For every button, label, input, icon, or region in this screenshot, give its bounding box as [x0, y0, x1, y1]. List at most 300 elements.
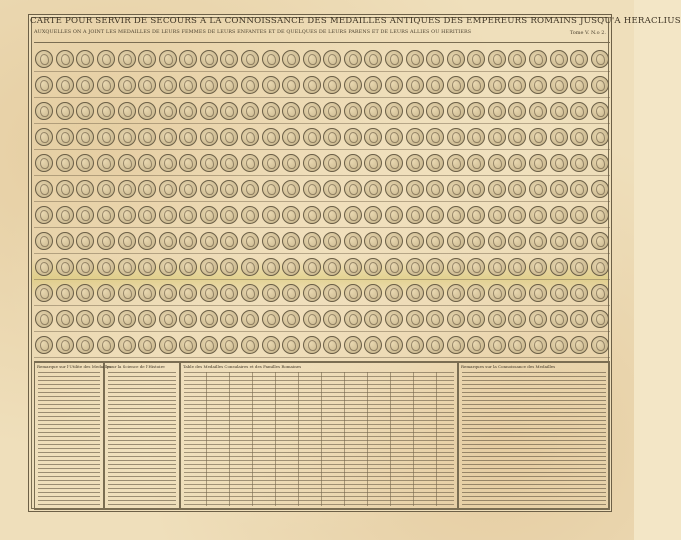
- medallion: [138, 284, 156, 302]
- medallion: [385, 50, 403, 68]
- medallion-row: [34, 253, 610, 280]
- medallion: [467, 206, 485, 224]
- medallion-row: [34, 227, 610, 254]
- medallion: [138, 50, 156, 68]
- panel-heading: pour la Science de l'Histoire: [107, 364, 165, 369]
- medallion: [303, 336, 321, 354]
- medallion: [323, 258, 341, 276]
- medallion: [447, 180, 465, 198]
- medallion: [323, 232, 341, 250]
- medallion: [570, 128, 588, 146]
- medallion: [76, 258, 94, 276]
- medallion: [118, 76, 136, 94]
- medallion: [118, 232, 136, 250]
- medallion: [76, 50, 94, 68]
- medallion: [426, 50, 444, 68]
- medallion: [591, 50, 609, 68]
- medallion: [467, 258, 485, 276]
- medallion: [385, 154, 403, 172]
- medallion: [591, 154, 609, 172]
- medallion: [488, 258, 506, 276]
- medallion: [529, 50, 547, 68]
- medallion: [550, 336, 568, 354]
- medallion: [200, 258, 218, 276]
- medallion: [344, 232, 362, 250]
- medallion: [76, 180, 94, 198]
- medallion: [447, 50, 465, 68]
- medallion-row: [34, 71, 610, 98]
- medallion: [591, 258, 609, 276]
- medallion: [76, 310, 94, 328]
- medallion: [406, 206, 424, 224]
- medallion: [159, 50, 177, 68]
- medallion: [467, 102, 485, 120]
- medallion: [303, 154, 321, 172]
- medallion-row: [34, 123, 610, 150]
- medallion: [406, 284, 424, 302]
- medallion: [220, 102, 238, 120]
- medallion: [467, 284, 485, 302]
- medallion: [364, 232, 382, 250]
- medallion: [303, 76, 321, 94]
- medallion: [200, 284, 218, 302]
- medallion: [118, 206, 136, 224]
- medallion: [385, 258, 403, 276]
- medallion: [426, 258, 444, 276]
- medallion: [118, 284, 136, 302]
- medallion: [508, 102, 526, 120]
- medallion: [406, 50, 424, 68]
- medallion: [508, 76, 526, 94]
- medallion: [323, 310, 341, 328]
- medallion: [138, 102, 156, 120]
- medallion: [467, 50, 485, 68]
- map-title: CARTE POUR SERVIR DE SECOURS A LA CONNOISSANCE DES MEDAILLES ANTIQUES DES EMPEREURS ROMAINS JUSQU'A HERACLIUS: [30, 16, 681, 26]
- medallion-row: [34, 331, 610, 358]
- text-panel-1: [34, 362, 112, 510]
- medallion: [179, 102, 197, 120]
- medallion: [508, 336, 526, 354]
- medallion: [344, 76, 362, 94]
- medallion: [179, 154, 197, 172]
- medallion: [35, 102, 53, 120]
- medallion: [344, 336, 362, 354]
- medallion: [241, 336, 259, 354]
- medallion: [344, 128, 362, 146]
- medallion: [200, 180, 218, 198]
- medallion: [138, 154, 156, 172]
- medallion: [76, 232, 94, 250]
- medallion: [76, 154, 94, 172]
- medallion: [303, 258, 321, 276]
- medallion: [200, 336, 218, 354]
- medallion: [56, 258, 74, 276]
- medallion: [364, 258, 382, 276]
- medallion: [76, 336, 94, 354]
- medallion: [97, 206, 115, 224]
- medallion: [241, 284, 259, 302]
- medallion: [344, 284, 362, 302]
- medallion: [323, 102, 341, 120]
- medallion: [426, 180, 444, 198]
- medallion: [262, 258, 280, 276]
- medallion-row: [34, 149, 610, 176]
- medallion: [529, 232, 547, 250]
- medallion: [570, 154, 588, 172]
- medallion: [508, 50, 526, 68]
- medallion: [323, 336, 341, 354]
- medallion: [467, 232, 485, 250]
- medallion: [323, 50, 341, 68]
- medallion: [56, 310, 74, 328]
- medallion: [138, 206, 156, 224]
- medallion: [241, 258, 259, 276]
- medallion: [467, 154, 485, 172]
- medallion: [364, 310, 382, 328]
- medallion: [488, 180, 506, 198]
- medallion: [35, 232, 53, 250]
- medallion: [159, 76, 177, 94]
- medallion: [488, 50, 506, 68]
- medallion: [550, 284, 568, 302]
- medallion: [179, 284, 197, 302]
- medallion: [138, 310, 156, 328]
- medallion: [56, 180, 74, 198]
- medallion: [344, 102, 362, 120]
- medallion: [159, 128, 177, 146]
- medallion: [118, 258, 136, 276]
- medallion-row: [34, 175, 610, 202]
- medallion: [385, 284, 403, 302]
- medallion: [282, 76, 300, 94]
- medallion: [529, 128, 547, 146]
- medallion: [118, 154, 136, 172]
- medallion: [426, 284, 444, 302]
- medallion: [241, 102, 259, 120]
- medallion: [282, 128, 300, 146]
- medallion: [97, 102, 115, 120]
- medallion: [447, 206, 465, 224]
- medallion: [591, 76, 609, 94]
- medallion: [406, 232, 424, 250]
- panel-heading: Remarque sur l'Utilite des Medailles: [37, 364, 112, 369]
- medallion: [138, 232, 156, 250]
- medallion: [447, 154, 465, 172]
- medallion: [35, 180, 53, 198]
- medallion: [200, 102, 218, 120]
- medallion: [303, 50, 321, 68]
- medallion: [220, 180, 238, 198]
- text-panel-2: [104, 362, 180, 510]
- medallion: [570, 232, 588, 250]
- medallion: [282, 232, 300, 250]
- medallion: [364, 336, 382, 354]
- medallion: [529, 76, 547, 94]
- medallion: [591, 310, 609, 328]
- medallion: [262, 310, 280, 328]
- medallion: [56, 128, 74, 146]
- medallion: [200, 76, 218, 94]
- medallion: [262, 50, 280, 68]
- medallion: [35, 284, 53, 302]
- medallion: [220, 310, 238, 328]
- medallion: [241, 50, 259, 68]
- medallion: [467, 336, 485, 354]
- medallion-grid: [34, 42, 610, 362]
- medallion: [56, 284, 74, 302]
- medallion: [488, 310, 506, 328]
- medallion: [591, 102, 609, 120]
- medallion: [406, 102, 424, 120]
- medallion-row: [34, 45, 610, 72]
- medallion: [344, 50, 362, 68]
- medallion: [529, 258, 547, 276]
- medallion: [570, 284, 588, 302]
- medallion: [529, 206, 547, 224]
- medallion: [76, 76, 94, 94]
- medallion: [447, 310, 465, 328]
- medallion: [179, 50, 197, 68]
- medallion: [179, 310, 197, 328]
- medallion: [56, 102, 74, 120]
- medallion: [406, 128, 424, 146]
- medallion: [406, 76, 424, 94]
- medallion: [262, 206, 280, 224]
- medallion: [406, 310, 424, 328]
- medallion-row: [34, 201, 610, 228]
- medallion: [241, 232, 259, 250]
- medallion: [385, 336, 403, 354]
- medallion: [35, 128, 53, 146]
- medallion: [76, 206, 94, 224]
- medallion: [364, 284, 382, 302]
- medallion: [179, 258, 197, 276]
- medallion: [56, 76, 74, 94]
- medallion: [488, 128, 506, 146]
- medallion: [570, 336, 588, 354]
- medallion: [179, 76, 197, 94]
- medallion: [385, 180, 403, 198]
- medallion: [488, 232, 506, 250]
- medallion: [159, 336, 177, 354]
- medallion: [118, 310, 136, 328]
- medallion: [241, 128, 259, 146]
- medallion: [426, 336, 444, 354]
- medallion: [179, 336, 197, 354]
- medallion: [35, 258, 53, 276]
- medallion: [118, 180, 136, 198]
- medallion-row: [34, 97, 610, 124]
- medallion: [323, 76, 341, 94]
- medallion: [323, 128, 341, 146]
- medallion: [447, 102, 465, 120]
- medallion: [550, 50, 568, 68]
- medallion: [97, 128, 115, 146]
- medallion: [97, 232, 115, 250]
- medallion: [550, 76, 568, 94]
- medallion: [282, 284, 300, 302]
- medallion: [570, 102, 588, 120]
- medallion: [220, 154, 238, 172]
- medallion: [303, 284, 321, 302]
- medallion: [97, 310, 115, 328]
- medallion: [35, 310, 53, 328]
- medallion: [344, 310, 362, 328]
- medallion: [467, 76, 485, 94]
- medallion: [200, 310, 218, 328]
- medallion: [426, 76, 444, 94]
- medallion: [406, 180, 424, 198]
- medallion: [364, 154, 382, 172]
- medallion: [344, 206, 362, 224]
- medallion: [200, 50, 218, 68]
- medallion: [56, 336, 74, 354]
- medallion: [426, 232, 444, 250]
- medallion: [591, 336, 609, 354]
- medallion: [570, 76, 588, 94]
- medallion: [303, 206, 321, 224]
- medallion: [550, 154, 568, 172]
- medallion: [323, 154, 341, 172]
- medallion: [591, 284, 609, 302]
- text-panel-3: [458, 362, 610, 510]
- medallion: [303, 102, 321, 120]
- medallion: [550, 258, 568, 276]
- medallion: [570, 206, 588, 224]
- medallion: [118, 336, 136, 354]
- medallion: [282, 102, 300, 120]
- medallion: [282, 258, 300, 276]
- medallion: [179, 232, 197, 250]
- panel-text-lines: [462, 372, 606, 506]
- medallion: [159, 310, 177, 328]
- medallion: [241, 76, 259, 94]
- medallion: [282, 154, 300, 172]
- medallion: [200, 232, 218, 250]
- medallion: [76, 128, 94, 146]
- medallion: [159, 180, 177, 198]
- medallion: [344, 180, 362, 198]
- medallion: [200, 206, 218, 224]
- medallion: [262, 102, 280, 120]
- plate-number: Tome V. N.o 2.: [569, 30, 606, 36]
- medallion: [488, 102, 506, 120]
- medallion: [550, 128, 568, 146]
- medallion: [447, 232, 465, 250]
- medallion: [97, 336, 115, 354]
- medallion: [56, 154, 74, 172]
- medallion: [97, 284, 115, 302]
- medallion: [282, 180, 300, 198]
- medallion: [200, 128, 218, 146]
- medallion: [529, 180, 547, 198]
- medallion: [159, 232, 177, 250]
- medallion: [550, 206, 568, 224]
- medallion: [159, 102, 177, 120]
- medallion: [385, 102, 403, 120]
- medallion: [508, 258, 526, 276]
- medallion: [323, 180, 341, 198]
- panel-heading: Table des Medailles Consulaires et des Familles Romaines: [183, 364, 302, 369]
- table-text-lines: [184, 372, 454, 506]
- medallion: [35, 50, 53, 68]
- medallion: [508, 232, 526, 250]
- medallion: [241, 154, 259, 172]
- medallion: [447, 76, 465, 94]
- medallion: [488, 76, 506, 94]
- medallion: [97, 180, 115, 198]
- medallion: [426, 154, 444, 172]
- medallion: [570, 180, 588, 198]
- medallion: [447, 284, 465, 302]
- medallion: [406, 258, 424, 276]
- medallion: [570, 258, 588, 276]
- medallion: [591, 128, 609, 146]
- medallion: [570, 50, 588, 68]
- medallion: [385, 310, 403, 328]
- medallion: [282, 336, 300, 354]
- medallion: [385, 76, 403, 94]
- medallion: [56, 206, 74, 224]
- medallion: [97, 76, 115, 94]
- medallion: [508, 310, 526, 328]
- medallion: [529, 336, 547, 354]
- medallion: [323, 206, 341, 224]
- medallion: [550, 310, 568, 328]
- medallion: [262, 128, 280, 146]
- medallion: [262, 76, 280, 94]
- medallion: [179, 206, 197, 224]
- medallion: [76, 284, 94, 302]
- medallion: [550, 180, 568, 198]
- medallion: [385, 232, 403, 250]
- medallion: [344, 154, 362, 172]
- medallion: [282, 206, 300, 224]
- medallion: [282, 50, 300, 68]
- medallion: [220, 284, 238, 302]
- medallion: [467, 180, 485, 198]
- medallion: [159, 206, 177, 224]
- medallion: [220, 128, 238, 146]
- medallion: [241, 206, 259, 224]
- medallion: [35, 154, 53, 172]
- medallion: [467, 128, 485, 146]
- medallion: [159, 284, 177, 302]
- medallion: [364, 102, 382, 120]
- medallion: [364, 76, 382, 94]
- medallion: [262, 154, 280, 172]
- medallion: [591, 232, 609, 250]
- medallion: [508, 180, 526, 198]
- medallion: [426, 128, 444, 146]
- medallion: [159, 258, 177, 276]
- panel-text-lines: [108, 372, 176, 506]
- medallion: [262, 336, 280, 354]
- panel-text-lines: [38, 372, 100, 506]
- medallion: [118, 128, 136, 146]
- medallion: [344, 258, 362, 276]
- medallion: [138, 180, 156, 198]
- panel-heading: Remarques sur la Connoissance des Medailles: [461, 364, 556, 369]
- medallion: [35, 76, 53, 94]
- medallion: [529, 310, 547, 328]
- medallion: [76, 102, 94, 120]
- medallion: [220, 206, 238, 224]
- medallion: [529, 284, 547, 302]
- medallion: [488, 206, 506, 224]
- medallion: [262, 180, 280, 198]
- family-table-panel: [180, 362, 458, 510]
